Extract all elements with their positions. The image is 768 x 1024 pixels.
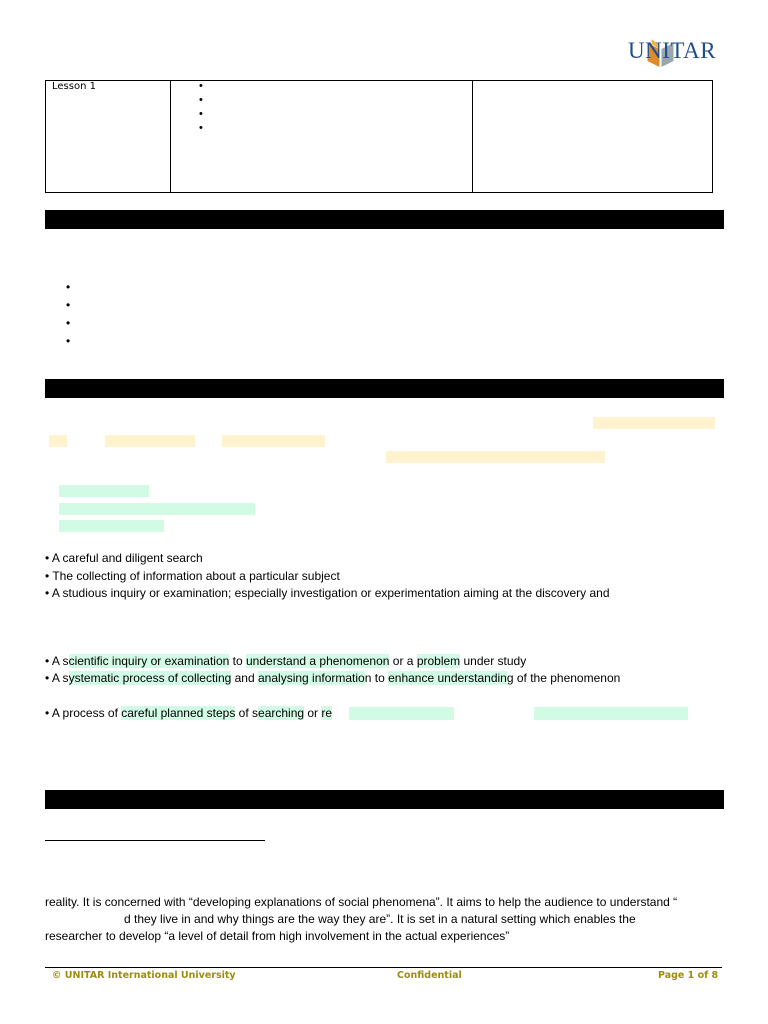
objective-bullet: • <box>66 316 71 330</box>
highlighted-text: ystematic process of collecting <box>68 671 232 685</box>
highlighted-text: understand a phenomenon <box>246 654 390 668</box>
table-divider <box>472 80 473 193</box>
definition-line <box>45 706 332 720</box>
text-highlight <box>59 520 164 532</box>
divider <box>45 840 265 841</box>
text-run: • A process of <box>45 706 122 720</box>
highlighted-text: re <box>321 706 333 720</box>
objective-bullet: • <box>66 334 71 348</box>
text-run: under study <box>460 654 527 668</box>
section-header-bar <box>45 790 724 809</box>
text-highlight <box>386 451 605 463</box>
text-highlight <box>349 707 454 720</box>
paragraph-line: reality. It is concerned with “developing explanations of social phenomena”. It aims to help the audience to understand “ <box>45 895 678 909</box>
text-run: g of the phenomenon <box>506 671 621 685</box>
text-highlight <box>105 435 195 447</box>
highlighted-text: problem <box>416 654 461 668</box>
text-highlight <box>59 503 255 515</box>
text-highlight <box>534 707 688 720</box>
objective-bullet: • <box>66 280 71 294</box>
table-bullet: • <box>199 94 203 106</box>
definition-line <box>45 654 526 668</box>
definition-line: • A studious inquiry or examination; especially investigation or experimentation aiming at the discovery and <box>45 586 610 600</box>
highlighted-text: enhance understandin <box>388 671 507 685</box>
definition-line: • A careful and diligent search <box>45 551 203 565</box>
section-header-bar <box>45 379 724 398</box>
definition-line: • The collecting of information about a particular subject <box>45 569 340 583</box>
text-run: or a <box>389 654 417 668</box>
footer-page-number: Page 1 of 8 <box>658 970 719 981</box>
highlighted-text: analysing informatio <box>258 671 365 685</box>
text-run: of s <box>235 706 259 720</box>
footer-copyright: © UNITAR International University <box>52 970 236 981</box>
paragraph-line: d they live in and why things are the way they are”. It is set in a natural setting which enables the <box>124 912 636 926</box>
divider <box>45 808 724 809</box>
table-bullet: • <box>199 80 203 92</box>
text-highlight <box>49 435 67 447</box>
paragraph-line: researcher to develop “a level of detail from high involvement in the actual experiences” <box>45 929 510 943</box>
table-bullet: • <box>199 122 203 134</box>
text-run: • A s <box>45 654 69 668</box>
text-run: n to <box>364 671 389 685</box>
footer-divider <box>45 967 722 968</box>
highlighted-text: earching <box>258 706 305 720</box>
text-highlight <box>59 485 149 497</box>
logo-wordmark: UNITAR <box>628 38 717 63</box>
text-highlight <box>222 435 325 447</box>
highlighted-text: cientific inquiry or examination <box>68 654 230 668</box>
objective-bullet: • <box>66 298 71 312</box>
text-run: and <box>231 671 258 685</box>
text-run: • A s <box>45 671 69 685</box>
text-run: or <box>304 706 322 720</box>
text-run: to <box>229 654 246 668</box>
lesson-table <box>45 80 713 193</box>
table-divider <box>170 80 171 193</box>
footer-confidential: Confidential <box>397 970 462 981</box>
section-header-bar <box>45 210 724 229</box>
table-bullet: • <box>199 108 203 120</box>
highlighted-text: careful planned steps <box>121 706 236 720</box>
text-highlight <box>593 417 715 429</box>
lesson-label: Lesson 1 <box>52 81 96 92</box>
definition-line <box>45 671 620 685</box>
